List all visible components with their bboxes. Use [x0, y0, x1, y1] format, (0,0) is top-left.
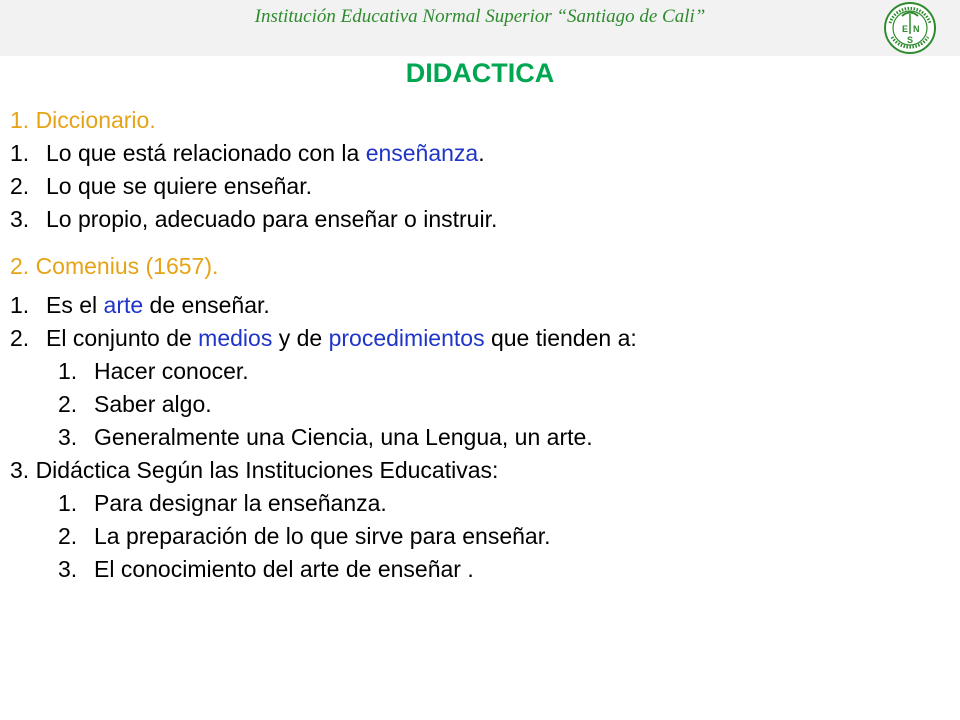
- list-item: 1. Lo que está relacionado con la enseñanza.: [10, 140, 485, 166]
- section-heading-instituciones: 3. Didáctica Según las Instituciones Educativas:: [10, 457, 499, 483]
- svg-text:N: N: [913, 24, 920, 34]
- sub-list-item: 3. El conocimiento del arte de enseñar .: [58, 556, 474, 582]
- header-bar: [0, 0, 960, 56]
- list-item: 1. Es el arte de enseñar.: [10, 292, 270, 318]
- list-item: 2. El conjunto de medios y de procedimientos que tienden a:: [10, 325, 637, 351]
- institution-name: Institución Educativa Normal Superior “Santiago de Cali”: [254, 6, 706, 27]
- slide-title: DIDACTICA: [405, 58, 555, 88]
- list-item: 3. Lo propio, adecuado para enseñar o instruir.: [10, 206, 498, 232]
- section-heading-diccionario: 1. Diccionario.: [10, 107, 156, 133]
- sub-list-item: 2. Saber algo.: [58, 391, 212, 417]
- sub-list-item: 1. Para designar la enseñanza.: [58, 490, 387, 516]
- svg-text:E: E: [902, 24, 909, 34]
- section-heading-comenius: 2. Comenius (1657).: [10, 253, 219, 279]
- highlight-term: arte: [103, 292, 144, 318]
- slide-content: [10, 104, 950, 586]
- list-item: 2. Lo que se quiere enseñar.: [10, 173, 312, 199]
- sub-list-item: 2. La preparación de lo que sirve para enseñar.: [58, 523, 551, 549]
- sub-list-item: 3. Generalmente una Ciencia, una Lengua, un arte.: [58, 424, 593, 450]
- highlight-term: medios: [198, 325, 273, 351]
- sub-list-item: 1. Hacer conocer.: [58, 358, 249, 384]
- highlight-term: enseñanza: [365, 140, 479, 166]
- school-seal-logo: [880, 1, 940, 55]
- svg-text:S: S: [907, 35, 914, 45]
- highlight-term: procedimientos: [328, 325, 485, 351]
